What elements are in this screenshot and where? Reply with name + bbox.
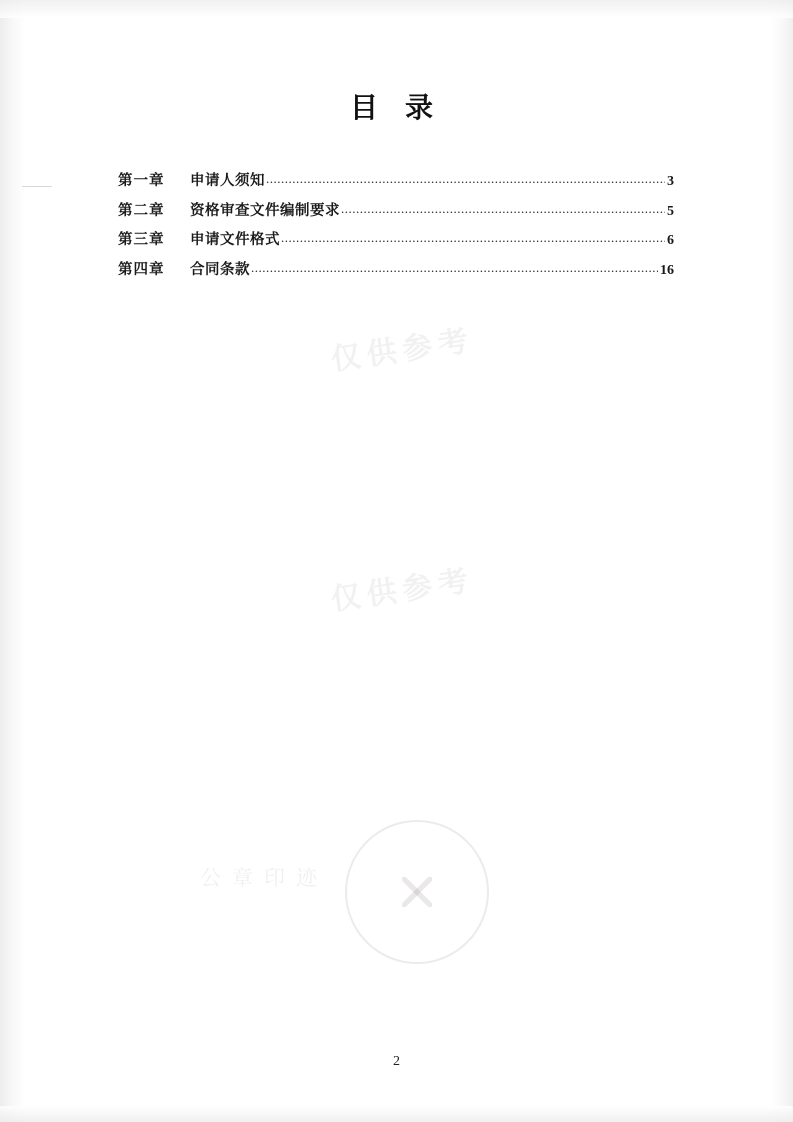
toc-entry-title: 申请人须知 — [190, 173, 265, 189]
watermark-text: 仅供参考 — [328, 324, 477, 377]
toc-entry-chapter: 第二章 — [118, 202, 165, 219]
toc-entry-page: 16 — [660, 263, 674, 279]
toc-entry-title: 资格审查文件编制要求 — [190, 202, 340, 219]
seal-stamp-icon — [345, 820, 489, 964]
toc-entry-title: 合同条款 — [190, 262, 250, 279]
toc-entry-chapter: 第三章 — [118, 232, 165, 249]
toc-entry-page: 3 — [667, 174, 674, 189]
table-of-contents — [118, 170, 674, 289]
scan-edge-right — [771, 0, 793, 1122]
toc-entry[interactable] — [118, 170, 674, 193]
page-number: 2 — [393, 1054, 400, 1069]
scan-edge-left — [0, 0, 26, 1122]
watermark-text: 仅供参考 — [328, 564, 477, 617]
toc-entry[interactable] — [118, 200, 674, 223]
seal-stamp-text: 公章印迹 — [200, 866, 328, 890]
toc-entry-title: 申请文件格式 — [190, 232, 280, 249]
scan-corner-mark — [22, 186, 52, 187]
toc-entry[interactable] — [118, 259, 674, 282]
toc-entry-chapter: 第一章 — [118, 173, 165, 189]
scan-edge-bottom — [0, 1106, 793, 1122]
toc-leader-dots — [266, 169, 665, 189]
toc-entry[interactable] — [118, 229, 674, 252]
toc-entry-chapter: 第四章 — [118, 262, 165, 279]
toc-leader-dots — [251, 258, 658, 278]
scan-edge-top — [0, 0, 793, 18]
toc-entry-page: 5 — [667, 203, 674, 219]
toc-entry-page: 6 — [667, 233, 674, 249]
toc-leader-dots — [281, 228, 665, 248]
page-title: 目 录 — [349, 93, 443, 124]
toc-leader-dots — [341, 199, 665, 219]
